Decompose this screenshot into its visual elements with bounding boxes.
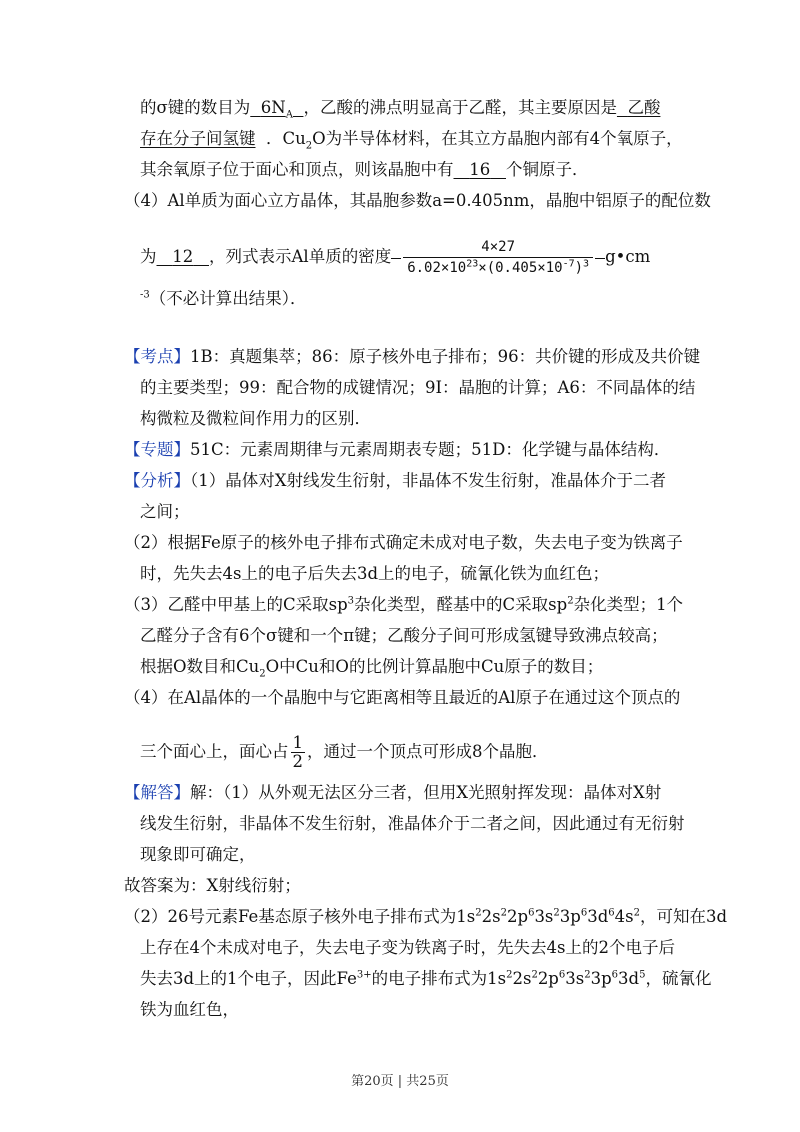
- fenxi-line-1: 【分析】（1）晶体对X射线发生衍射，非晶体不发生衍射，准晶体介于二者: [124, 471, 666, 490]
- blank-coordination: 12: [172, 247, 194, 266]
- question-4-line: （4）Al单质为面心立方晶体，其晶胞参数a=0.405nm，晶胞中铝原子的配位数: [124, 191, 711, 210]
- page-footer: 第20页 | 共25页: [351, 1074, 449, 1089]
- fenxi-line-4: 时，先失去4s上的电子后失去3d上的电子，硫氰化铁为血红色；: [140, 564, 610, 583]
- answer-line-1: 的σ键的数目为 $6N_A$ ，乙酸的沸点明显高于乙醛，其主要原因是 乙酸: [140, 98, 661, 121]
- fenxi-tag: 【分析】: [124, 471, 190, 490]
- kaodian-line-2: 的主要类型；99：配合物的成键情况；9I：晶胞的计算；A6：不同晶体的结: [140, 378, 696, 397]
- fenxi-line-3: （2）根据Fe原子的核外电子排布式确定未成对电子数，失去电子变为铁离子: [124, 533, 683, 552]
- fenxi-line-6: 乙醛分子含有6个σ键和一个π键；乙酸分子间可形成氢键导致沸点较高；: [140, 626, 668, 645]
- unit-continuation: $^{-3}$（不必计算出结果）．: [140, 289, 307, 308]
- jieda-line-6: 上存在4个未成对电子，失去电子变为铁离子时，先失去4s上的2个电子后: [140, 938, 675, 957]
- kaodian-line-1: 【考点】1B：真题集萃；86：原子核外电子排布；96：共价键的形成及共价键: [124, 347, 701, 366]
- jieda-line-3: 现象即可确定，: [140, 845, 256, 864]
- zhuanti-line: 【专题】51C：元素周期律与元素周期表专题；51D：化学键与晶体结构．: [124, 440, 671, 459]
- jieda-line-5: （2）26号元素Fe基态原子核外电子排布式为$1s^22s^22p^63s^23p^63d^64s^2$，可知在3d: [124, 907, 728, 926]
- density-fraction: $\frac{4\times 27}{6.02\times 10^{23}\times(0.405\times 10^{-7})^3}$: [403, 237, 593, 278]
- fenxi-line-8: （4）在Al晶体的一个晶胞中与它距离相等且最近的Al原子在通过这个顶点的: [124, 688, 681, 707]
- blank-sigma-count: $6N_A$: [260, 98, 293, 121]
- jieda-line-1: 【解答】解：（1）从外观无法区分三者，但用X光照射挥发现：晶体对X射: [124, 783, 662, 802]
- fenxi-line-2: 之间；: [140, 502, 190, 521]
- fenxi-line-5: （3）乙醛中甲基上的C采取$sp^3$杂化类型，醛基中的C采取$sp^2$杂化类型；1个: [124, 595, 684, 614]
- answer-line-3: 其余氧原子位于面心和顶点，则该晶胞中有 16 个铜原子．: [140, 160, 589, 179]
- kaodian-line-3: 构微粒及微粒间作用力的区别．: [140, 409, 371, 428]
- blank-reason-start: 乙酸: [627, 98, 661, 117]
- fenxi-line-9: 三个面心上，面心占 $\frac{1}{2}$ ，通过一个顶点可形成8个晶胞．: [140, 733, 549, 771]
- zhuanti-tag: 【专题】: [124, 440, 190, 459]
- jieda-line-4: 故答案为：X射线衍射；: [124, 876, 301, 895]
- half-fraction: $\frac{1}{2}$: [292, 733, 303, 771]
- jieda-line-2: 线发生衍射，非晶体不发生衍射，准晶体介于二者之间，因此通过有无衍射: [140, 814, 685, 833]
- kaodian-tag: 【考点】: [124, 347, 190, 366]
- jieda-tag: 【解答】: [124, 783, 190, 802]
- jieda-line-7: 失去3d上的1个电子，因此$Fe^{3+}$的电子排布式为$1s^22s^22p^63s^23p^63d^5$，硫氰化: [140, 969, 712, 988]
- blank-cu-count: 16: [469, 160, 491, 179]
- answer-line-2: 存在分子间氢键 ．$Cu_2O$为半导体材料，在其立方晶胞内部有4个氧原子，: [140, 129, 683, 152]
- jieda-line-8: 铁为血红色，: [140, 1000, 239, 1019]
- density-line: 为 12 ，列式表示Al单质的密度 $\frac{4\times 27}{6.02\times 10^{23}\times(0.405\times 10^{-7})^3}$ g•cm: [140, 239, 651, 276]
- fenxi-line-7: 根据O数目和$Cu_2O$中Cu和O的比例计算晶胞中Cu原子的数目；: [140, 657, 604, 680]
- blank-reason-end: 存在分子间氢键: [140, 129, 256, 148]
